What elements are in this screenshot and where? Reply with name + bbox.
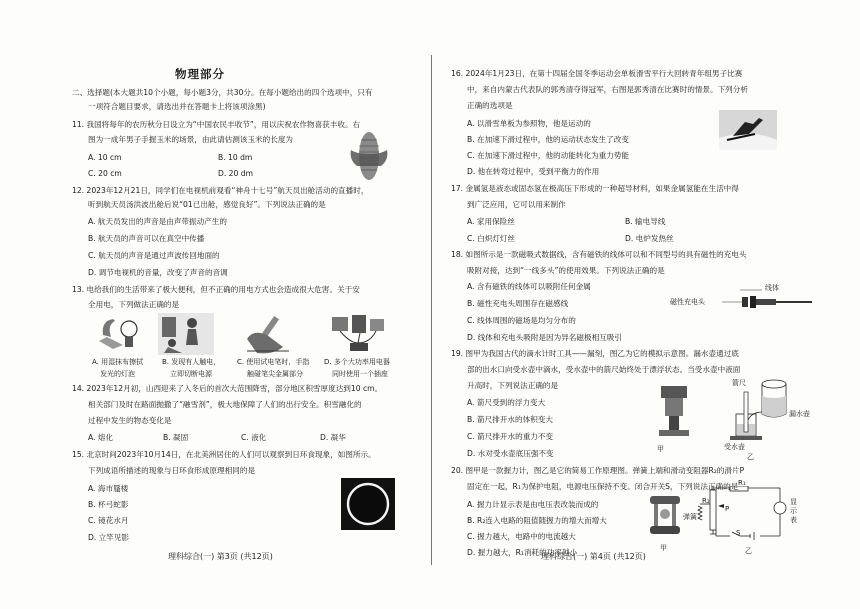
q15-stem-line2: 下列成语所描述的现象与日环食形成原理相同的是	[88, 466, 256, 475]
q17-stem-line2: 到广泛应用，它可以用来制作	[467, 200, 566, 209]
q20-label-p: P	[725, 505, 730, 513]
q11-option-d: D. 20 dm	[218, 169, 253, 178]
q14-option-d: D. 凝华	[320, 433, 346, 442]
q20-label-r1: R₁	[738, 479, 746, 487]
q13-stem-line1: 13. 电给我们的生活带来了极大便利，但不正确的用电方式也会造成很大危害。关于安	[72, 285, 360, 294]
q18-label-cable: 线体	[765, 284, 779, 292]
q20-label-fig1: 甲	[660, 544, 667, 552]
q13-stem-line2: 全用电，下列做法正确的是	[88, 300, 180, 309]
q18-option-b: B. 磁性充电头周围存在磁感线	[467, 299, 569, 308]
right-column	[436, 0, 846, 609]
annular-eclipse-image	[341, 478, 395, 530]
q18-option-a: A. 含有磁铁的线体可以吸附任何金属	[467, 282, 591, 291]
q12-option-a: A. 航天员发出的声音是由声带振动产生的	[88, 217, 227, 226]
q11-option-a: A. 10 cm	[88, 153, 122, 162]
q19-stem-line2: 部的出水口向受水壶中滴水，受水壶中的箭尺始终处于漂浮状态。当受水壶中液面	[467, 365, 741, 374]
q11-option-b: B. 10 dm	[218, 153, 253, 162]
q20-stem-line2: 固定在一起，R₁为保护电阻，电源电压保持不变。闭合开关S，下列说法正确的是	[467, 482, 739, 491]
q11-stem-line2: 图为一成年男子手握玉米的场景，由此请估测该玉米的长度为	[88, 135, 294, 144]
q19-label-recv: 受水壶	[724, 443, 745, 451]
q13-image-b	[158, 313, 214, 355]
q20-label-spring: 弹簧	[683, 513, 697, 521]
q14-stem-line3: 过程中发生的物态变化是	[88, 416, 172, 425]
q15-stem-line1: 15. 北京时间2023年10月14日，在北美洲居住的人们可以观察到日环食现象，如图所示。	[72, 450, 376, 459]
q15-option-d: D. 立竿见影	[88, 533, 130, 542]
q13-caption-a-line2: 发光的灯泡	[100, 370, 135, 378]
q14-stem-line1: 14. 2023年12月初，山西迎来了入冬后的首次大范围降雪，部分地区积雪厚度达到10 cm。	[72, 384, 383, 393]
q13-image-a	[93, 315, 145, 353]
q19-option-a: A. 箭尺受到的浮力变大	[467, 398, 546, 407]
q16-option-c: C. 在加速下滑过程中，他的动能转化为重力势能	[467, 151, 630, 160]
q13-caption-d-line1: D. 多个大功率用电器	[324, 358, 390, 366]
column-divider	[431, 55, 432, 565]
q13-image-c	[243, 313, 293, 355]
q19-stem-line3: 升高时，下列说法正确的是	[467, 381, 559, 390]
q19-option-d: D. 水对受水壶底压强不变	[467, 449, 554, 458]
q11-option-c: C. 20 cm	[88, 169, 122, 178]
q16-stem-line1: 16. 2024年1月23日，在第十四届全国冬季运动会单板滑雪平行大回转青年组男子比赛	[451, 69, 743, 78]
q15-option-a: A. 海市蜃楼	[88, 484, 129, 493]
q18-label-head: 磁性充电头	[670, 298, 705, 306]
q13-caption-a-line1: A. 用湿抹布擦拭	[92, 358, 144, 366]
q15-option-b: B. 杯弓蛇影	[88, 500, 129, 509]
q18-option-c: C. 线体周围的磁场是均匀分布的	[467, 316, 576, 325]
q16-option-b: B. 在加速下滑过程中，他的运动状态发生了改变	[467, 135, 629, 144]
q20-label-s: S	[736, 529, 741, 537]
q18-stem-line1: 18. 如图所示是一款磁吸式数据线，含有磁铁的线体可以和不同型号的具有磁性的充电头	[451, 250, 747, 259]
q16-option-d: D. 他在转弯过程中，受到平衡力的作用	[467, 167, 600, 176]
q16-stem-line3: 正确的选项是	[467, 101, 513, 110]
q18-stem-line2: 吸附对接，达到“一线多头”的使用效果。下列说法正确的是	[467, 266, 665, 275]
q13-caption-c-line2: 触碰笔尖金属部分	[247, 370, 303, 378]
q14-option-a: A. 熔化	[88, 433, 114, 442]
q13-caption-d-line2: 同时使用一个插座	[332, 370, 388, 378]
q17-option-b: B. 输电导线	[625, 217, 666, 226]
q17-option-d: D. 电炉发热丝	[625, 234, 674, 243]
right-page-footer: 理科综合(一) 第4页 (共12页)	[541, 552, 646, 561]
q19-option-b: B. 箭尺排开水的体积变大	[467, 415, 553, 424]
q20-option-b: B. R₂连入电路的阻值随握力的增大而增大	[467, 516, 607, 525]
q17-stem-line1: 17. 金属氢是液态或固态氢在极高压下形成的一种超导材料，如果金属氢能在生活中得	[451, 184, 739, 193]
q14-option-b: B. 凝固	[163, 433, 189, 442]
q20-label-meter: 显示表	[790, 498, 797, 524]
section-title: 物理部分	[175, 67, 225, 81]
left-page-footer: 理科综合(一) 第3页 (共12页)	[168, 552, 273, 561]
q12-option-b: B. 航天员的声音可以在真空中传播	[88, 234, 205, 243]
q20-label-fig2: 乙	[745, 547, 752, 555]
q14-stem-line2: 相关部门及时在路面抛撒了“融雪剂”，极大地保障了人们的出行安全。积雪融化的	[88, 400, 362, 409]
q12-option-c: C. 航天员的声音是通过声波传回地面的	[88, 251, 220, 260]
q13-caption-b-line2: 立即切断电源	[170, 370, 212, 378]
q19-label-ruler: 箭尺	[732, 379, 746, 387]
q20-option-d: D. 握力越大，R₁消耗的功率越小	[467, 548, 578, 557]
q20-stem-line1: 20. 图甲是一款握力计，图乙是它的简易工作原理图。弹簧上端和滑动变阻器R₂的滑片P	[451, 466, 745, 475]
q13-image-d	[330, 313, 388, 355]
q19-option-c: C. 箭尺排开水的重力不变	[467, 432, 554, 441]
q19-stem-line1: 19. 图甲为我国古代的滴水计时工具——漏刻，图乙为它的模拟示意图。漏水壶通过底	[451, 349, 739, 358]
q20-option-a: A. 握力计显示表是由电压表改装而成的	[467, 500, 599, 509]
q12-stem-line1: 12. 2023年12月21日，同学们在电视机前观看“神舟十七号”航天员出舱活动的直播时，	[72, 186, 369, 195]
q14-option-c: C. 液化	[241, 433, 267, 442]
q12-option-d: D. 调节电视机的音量，改变了声音的音调	[88, 268, 228, 277]
q11-stem-line1: 11. 我国将每年的农历秋分日设立为“中国农民丰收节”，用以庆祝农作物喜获丰收。右	[72, 120, 361, 129]
q13-caption-c-line1: C. 使用试电笔时，手指	[237, 358, 310, 366]
section-heading-line1: 二、选择题(本大题共10个小题，每小题3分，共30分。在每小题给出的四个选项中，只有	[72, 88, 373, 97]
section-heading-line2: 一项符合题目要求，请选出并在答题卡上将该项涂黑)	[88, 102, 266, 111]
water-clock-photo	[651, 382, 701, 438]
q20-option-c: C. 握力越大，电路中的电流越大	[467, 532, 576, 541]
q15-option-c: C. 镜花水月	[88, 516, 129, 525]
q17-option-c: C. 白炽灯灯丝	[467, 234, 516, 243]
q17-option-a: A. 家用保险丝	[467, 217, 515, 226]
q18-option-d: D. 线体和充电头吸附是因为异名磁极相互吸引	[467, 333, 622, 342]
corn-hand-illustration	[345, 130, 393, 182]
snowboarder-image	[719, 110, 777, 150]
q19-label-fig1: 甲	[657, 445, 664, 453]
q20-label-r2: R₂	[702, 497, 710, 505]
q19-label-leak: 漏水壶	[789, 410, 810, 418]
q16-stem-line2: 中，来自内蒙古代表队的郭秀清夺得冠军，右图是郭秀清在比赛时的情景。下列分析	[467, 85, 748, 94]
q12-stem-line2: 听到航天员汤洪波出舱后说“01已出舱，感觉良好”。下列说法正确的是	[88, 200, 326, 209]
q13-caption-b-line1: B. 发现有人触电，	[162, 358, 221, 366]
q19-label-fig2: 乙	[747, 453, 754, 461]
left-column	[0, 0, 410, 609]
q16-option-a: A. 以滑雪单板为参照物，他是运动的	[467, 119, 591, 128]
hand-grip-photo	[646, 492, 684, 536]
